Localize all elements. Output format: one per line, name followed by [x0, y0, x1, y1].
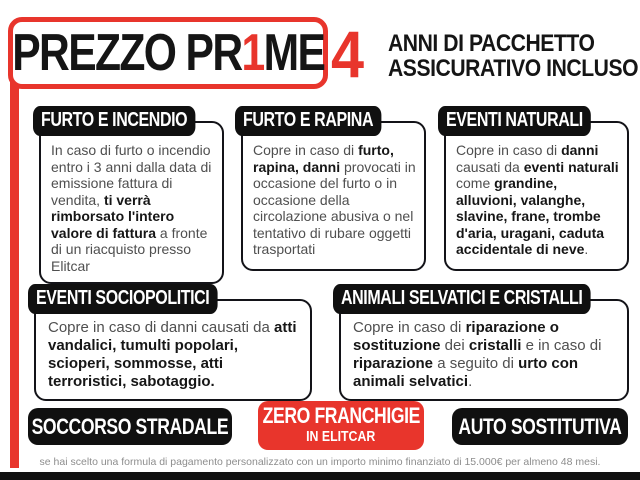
card-body: Copre in caso di danni causati da eventi naturali come grandine, alluvioni, valanghe, slavine, frane, trombe d'aria, uragani, caduta accidentale di neve. — [444, 121, 629, 271]
badge-auto-sostitutiva — [452, 408, 628, 445]
years-number: 4 — [331, 17, 365, 91]
card-label: FURTO E RAPINA — [235, 106, 381, 136]
badge-zero-franchigie — [258, 401, 424, 450]
red-accent-line — [10, 76, 19, 468]
benefit-card-animali-cristalli — [333, 284, 629, 401]
card-body: Copre in caso di riparazione o sostituzione dei cristalli e in caso di riparazione a seguito di urto con animali selvatici. — [339, 299, 629, 401]
badge-label-line1: ZERO FRANCHIGIE — [262, 403, 420, 429]
tagline-line2: ASSICURATIVO INCLUSO — [388, 55, 639, 83]
title-highlight: 1 — [241, 24, 264, 82]
tagline-line1: ANNI DI PACCHETTO — [388, 30, 595, 57]
footnote: se hai scelto una formula di pagamento personalizzato con un importo minimo finanziato di 15.000€ per almeno 48 mesi. — [39, 456, 601, 468]
bottom-black-bar — [0, 472, 640, 480]
title-suffix: ME — [263, 24, 325, 82]
card-label: FURTO E INCENDIO — [33, 106, 195, 136]
card-label: EVENTI SOCIOPOLITICI — [28, 284, 217, 314]
benefit-card-furto-incendio — [33, 106, 224, 284]
badge-label: SOCCORSO STRADALE — [31, 413, 229, 439]
tagline — [388, 31, 638, 82]
benefit-card-eventi-naturali — [438, 106, 629, 271]
benefit-card-eventi-sociopolitici — [28, 284, 312, 401]
page-title — [11, 24, 325, 82]
title-box — [8, 17, 328, 89]
card-label: EVENTI NATURALI — [438, 106, 591, 136]
card-body: In caso di furto o incendio entro i 3 anni dalla data di emissione fattura di vendita, ti verrà rimborsato l'intero valore di fattura a fronte di un riacquisto presso Elitcar — [39, 121, 224, 284]
title-prefix: PREZZO PR — [11, 24, 242, 82]
benefit-card-furto-rapina — [235, 106, 426, 271]
card-label: ANIMALI SELVATICI E CRISTALLI — [333, 284, 590, 314]
card-body: Copre in caso di furto, rapina, danni provocati in occasione del furto o in occasione della circolazione abusiva o nel tentativo di rubare oggetti trasportati — [241, 121, 426, 271]
badge-label-line2: IN ELITCAR — [306, 429, 376, 446]
card-body: Copre in caso di danni causati da atti vandalici, tumulti popolari, scioperi, sommosse, atti terroristici, sabotaggio. — [34, 299, 312, 401]
badge-label: AUTO SOSTITUTIVA — [458, 413, 622, 439]
badge-soccorso-stradale — [28, 408, 232, 445]
